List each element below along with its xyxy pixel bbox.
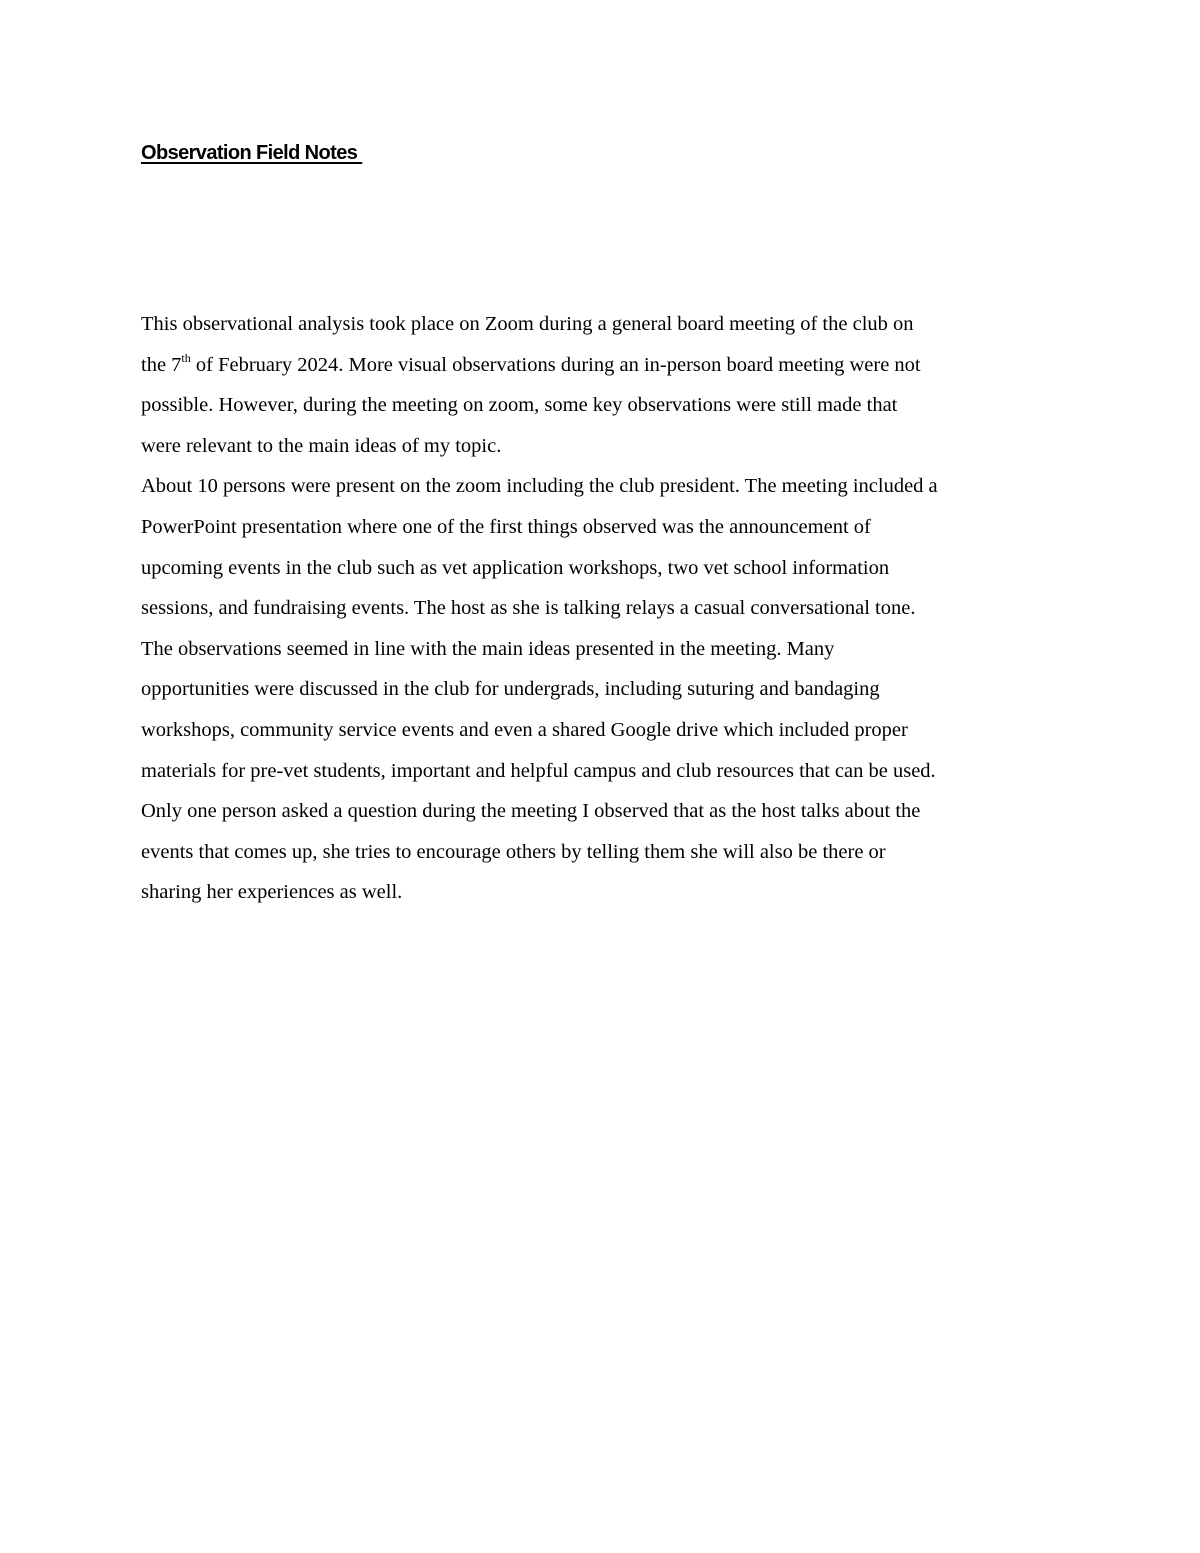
body-line: Only one person asked a question during the meeting I observed that as the host talks about the: [141, 800, 921, 823]
body-line: PowerPoint presentation where one of the first things observed was the announcement of: [141, 515, 871, 538]
date-rest: of February 2024. More visual observations during an in-person board meeting were not: [190, 353, 921, 376]
body-line: The observations seemed in line with the main ideas presented in the meeting. Many: [141, 637, 835, 660]
body-line: sharing her experiences as well.: [141, 881, 403, 904]
document-title: Observation Field Notes: [141, 142, 363, 164]
body-line: events that comes up, she tries to encourage others by telling them she will also be there or: [141, 840, 886, 863]
body-line: This observational analysis took place on Zoom during a general board meeting of the club on: [141, 313, 914, 335]
body-line: sessions, and fundraising events. The host as she is talking relays a casual conversational tone.: [141, 597, 916, 620]
ordinal-suffix: th: [181, 350, 191, 365]
body-line: materials for pre-vet students, important and helpful campus and club resources that can be used.: [141, 759, 936, 782]
body-line: About 10 persons were present on the zoom including the club president. The meeting included a: [141, 475, 938, 498]
body-line: opportunities were discussed in the club for undergrads, including suturing and bandaging: [141, 678, 880, 701]
body-line: possible. However, during the meeting on zoom, some key observations were still made that: [141, 394, 898, 417]
body-text: [141, 304, 1071, 913]
body-line: workshops, community service events and even a shared Google drive which included proper: [141, 718, 908, 741]
body-line: [141, 345, 1071, 386]
body-line: upcoming events in the club such as vet application workshops, two vet school information: [141, 556, 890, 579]
body-line: were relevant to the main ideas of my topic.: [141, 434, 502, 457]
date-prefix: the 7: [141, 353, 182, 376]
